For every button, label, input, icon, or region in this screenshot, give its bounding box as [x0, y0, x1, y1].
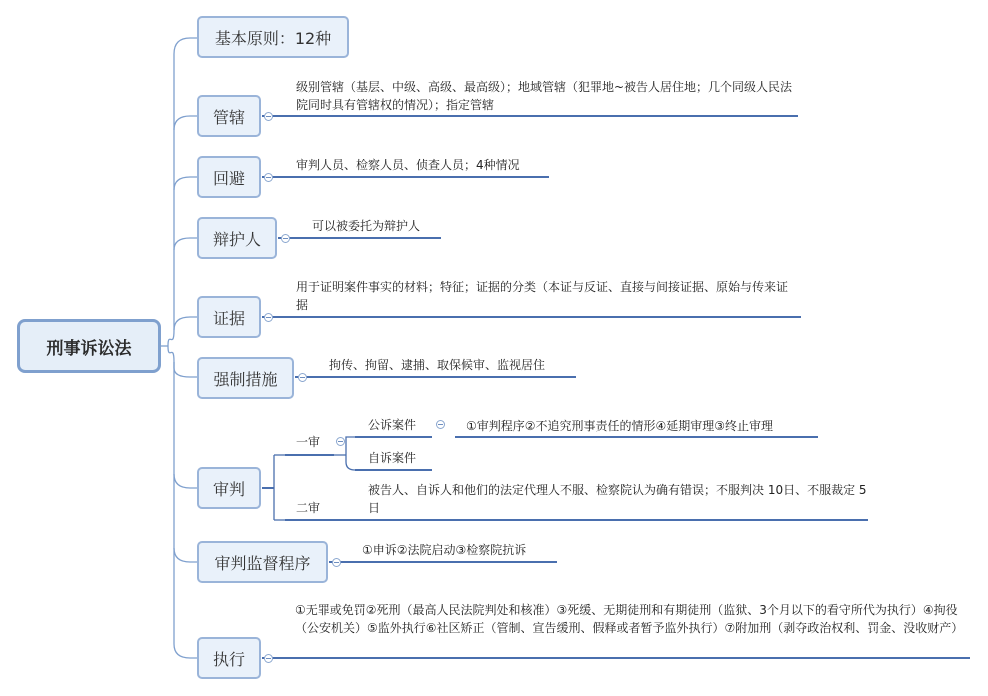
collapse-toggle-icon[interactable] — [332, 558, 341, 567]
node-execution[interactable] — [197, 637, 261, 679]
coercive-detail: 拘传、拘留、逮捕、取保候审、监视居住 — [329, 358, 546, 372]
evidence-label: 证据 — [212, 308, 245, 328]
collapse-toggle-icon[interactable] — [264, 173, 273, 182]
collapse-toggle-icon[interactable] — [264, 112, 273, 121]
root-label: 刑事诉讼法 — [46, 338, 132, 359]
jurisdiction-label: 管辖 — [212, 107, 245, 127]
execution-detail: ①无罪或免罚②死刑（最高人民法院判处和核准）③死缓、无期徒刑和有期徒刑（监狱、3个月以下的看守所代为执行）④拘役（公安机关）⑤监外执行⑥社区矫正（管制、宣告缓刑、假释或者暂予监外执行）⑦附加刑（剥夺政治权利、罚金、没收财产） — [295, 603, 964, 635]
supervision-detail: ①申诉②法院启动③检察院抗诉 — [362, 543, 527, 557]
node-jurisdiction[interactable] — [197, 95, 261, 137]
node-supervision[interactable] — [197, 541, 328, 583]
node-principles[interactable] — [197, 16, 349, 58]
execution-label: 执行 — [212, 649, 245, 669]
trial-private-label: 自诉案件 — [368, 451, 417, 465]
node-defender[interactable] — [197, 217, 277, 259]
node-trial[interactable] — [197, 467, 261, 509]
node-coercive[interactable] — [197, 357, 294, 399]
collapse-toggle-icon[interactable] — [298, 373, 307, 382]
trial-label: 审判 — [212, 479, 245, 499]
principles-label: 基本原则：12种 — [214, 28, 332, 48]
defender-detail: 可以被委托为辩护人 — [312, 219, 421, 233]
trial-second-detail: 被告人、自诉人和他们的法定代理人不服、检察院认为确有错误；不服判决 10日、不服裁定 5日 — [368, 483, 867, 515]
collapse-toggle-icon[interactable] — [436, 420, 445, 429]
trial-public-detail: ①审判程序②不追究刑事责任的情形④延期审理③终止审理 — [466, 419, 774, 433]
node-evidence[interactable] — [197, 296, 261, 338]
collapse-toggle-icon[interactable] — [264, 313, 273, 322]
collapse-toggle-icon[interactable] — [264, 654, 273, 663]
node-recusal[interactable] — [197, 156, 261, 198]
coercive-label: 强制措施 — [213, 369, 278, 389]
root-node[interactable] — [17, 319, 161, 373]
evidence-detail: 用于证明案件事实的材料；特征；证据的分类（本证与反证、直接与间接证据、原始与传来证据 — [296, 280, 789, 312]
recusal-detail: 审判人员、检察人员、侦查人员；4种情况 — [296, 158, 520, 172]
trial-public-label: 公诉案件 — [368, 418, 417, 432]
recusal-label: 回避 — [212, 168, 245, 188]
collapse-toggle-icon[interactable] — [281, 234, 290, 243]
trial-second-label: 二审 — [296, 501, 321, 515]
collapse-toggle-icon[interactable] — [336, 437, 345, 446]
supervision-label: 审判监督程序 — [214, 553, 311, 573]
jurisdiction-detail: 级别管辖（基层、中级、高级、最高级）；地域管辖（犯罪地~被告人居住地；几个同级人民法院同时具有管辖权的情况）；指定管辖 — [296, 80, 793, 112]
trial-first-label: 一审 — [296, 435, 321, 449]
defender-label: 辩护人 — [212, 229, 261, 249]
